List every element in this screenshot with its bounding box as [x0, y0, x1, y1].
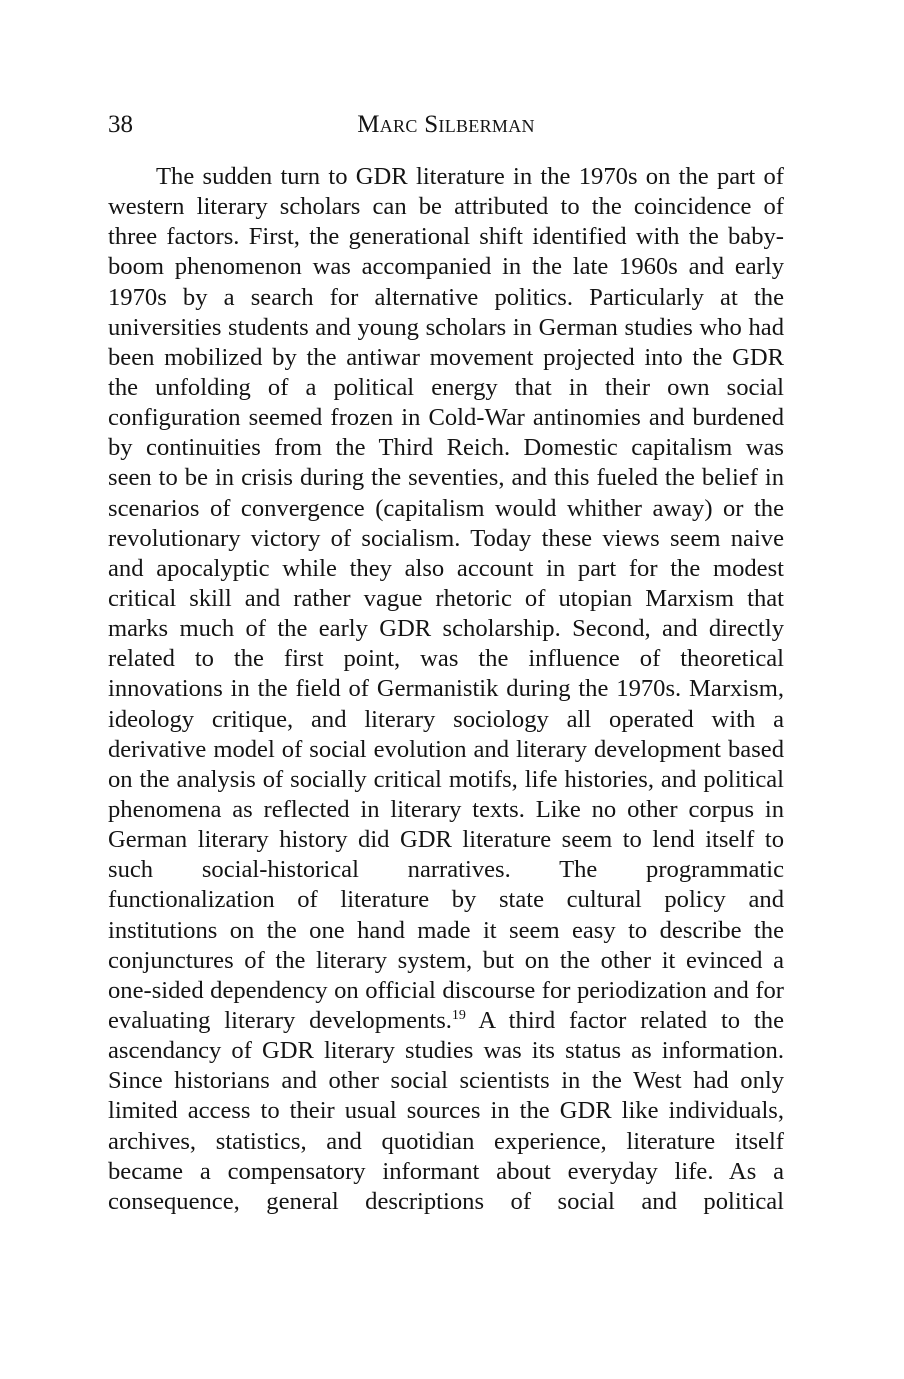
text-line: German literary history did GDR literature seem to lend itself to [108, 826, 784, 854]
text-line: functionalization of literature by state cultural policy and [108, 886, 784, 914]
running-head [108, 108, 784, 142]
text-line: the unfolding of a political energy that in their own social [108, 373, 784, 401]
text-line: conjunctures of the literary system, but on the other it evinced a [108, 946, 784, 974]
text-line: 1970s by a search for alternative politics. Particularly at the [108, 283, 784, 311]
text-line: three factors. First, the generational shift identified with the baby- [108, 223, 784, 251]
text-line: ideology critique, and literary sociology all operated with a [108, 705, 784, 733]
text-fragment: evaluating literary developments. [108, 1006, 452, 1034]
text-line: one-sided dependency on official discourse for periodization and for [108, 976, 784, 1004]
text-line: by continuities from the Third Reich. Domestic capitalism was [108, 434, 784, 462]
text-line: critical skill and rather vague rhetoric of utopian Marxism that [108, 584, 784, 612]
text-line: scenarios of convergence (capitalism would whither away) or the [108, 494, 784, 522]
text-line: derivative model of social evolution and literary development based [108, 735, 784, 763]
text-line: on the analysis of socially critical motifs, life histories, and political [108, 765, 784, 793]
text-line: universities students and young scholars in German studies who had [108, 313, 784, 341]
text-line: western literary scholars can be attributed to the coincidence of [108, 193, 784, 221]
text-line: The sudden turn to GDR literature in the 1970s on the part of [156, 163, 784, 190]
text-line: ascendancy of GDR literary studies was its status as information. [108, 1037, 784, 1065]
text-line: marks much of the early GDR scholarship. Second, and directly [108, 615, 784, 643]
text-line: became a compensatory informant about everyday life. As a [108, 1157, 784, 1185]
text-line: been mobilized by the antiwar movement projected into the GDR [108, 343, 784, 371]
page-number: 38 [108, 111, 133, 138]
text-line: institutions on the one hand made it seem easy to describe the [108, 916, 784, 944]
body-paragraph [108, 162, 784, 1217]
text-line: phenomena as reflected in literary texts. Like no other corpus in [108, 795, 784, 823]
text-line: related to the first point, was the influence of theoretical [108, 645, 784, 673]
text-line: seen to be in crisis during the seventies, and this fueled the belief in [108, 464, 784, 492]
text-line: and apocalyptic while they also account in part for the modest [108, 554, 784, 582]
text-line: boom phenomenon was accompanied in the late 1960s and early [108, 253, 784, 281]
text-line-with-footnote [108, 1006, 784, 1036]
running-head-author: Marc Silberman [357, 111, 535, 138]
text-line: consequence, general descriptions of social and political [108, 1187, 784, 1215]
text-line: innovations in the field of Germanistik during the 1970s. Marxism, [108, 675, 784, 703]
footnote-marker[interactable]: 19 [451, 1007, 466, 1023]
text-line: such social-historical narratives. The programmatic [108, 856, 784, 884]
text-fragment: A third factor related to the [465, 1006, 784, 1034]
text-line: revolutionary victory of socialism. Today these views seem naive [108, 524, 784, 552]
text-line: Since historians and other social scientists in the West had only [108, 1067, 784, 1095]
text-line: configuration seemed frozen in Cold-War antinomies and burdened [108, 404, 784, 432]
text-line: limited access to their usual sources in the GDR like individuals, [108, 1097, 784, 1125]
text-line: archives, statistics, and quotidian experience, literature itself [108, 1127, 784, 1155]
